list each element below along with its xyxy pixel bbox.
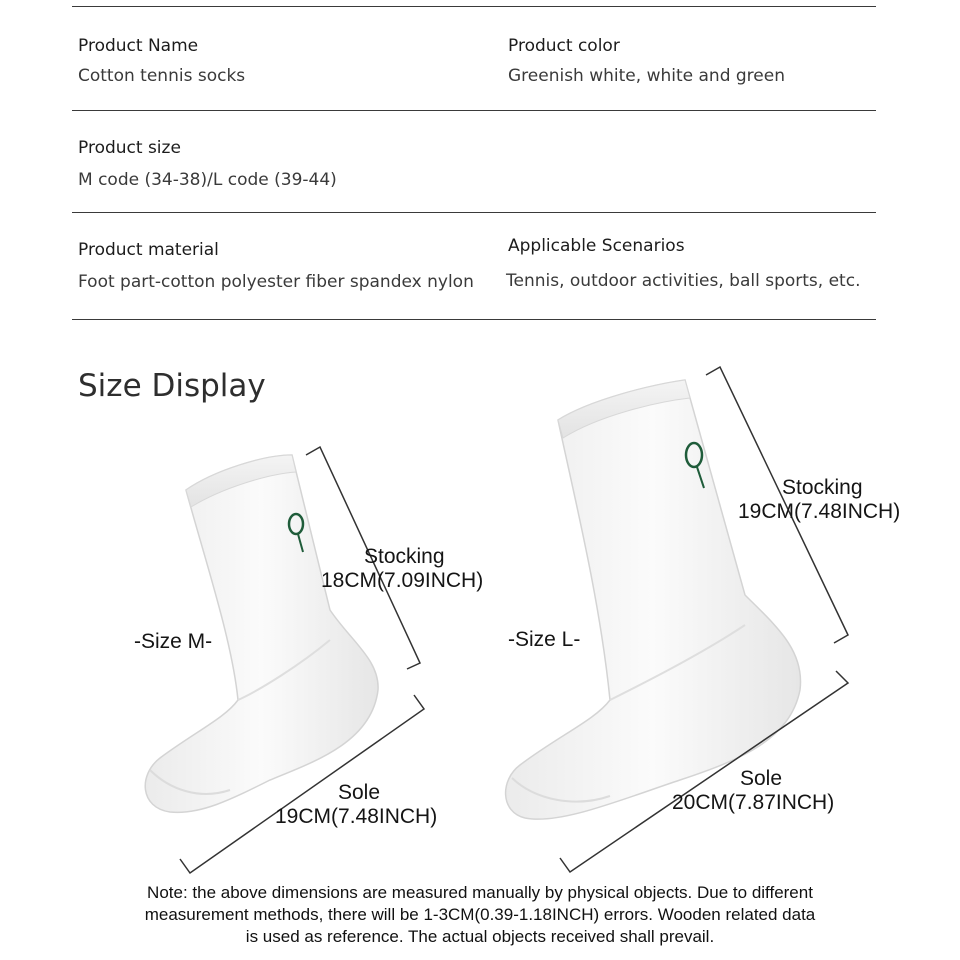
size-l-stocking-value: 19CM(7.48INCH) (738, 500, 901, 523)
size-m-sole-label: Sole (338, 781, 381, 804)
size-m-stocking-value: 18CM(7.09INCH) (321, 569, 484, 592)
size-l-sole-value: 20CM(7.87INCH) (672, 791, 835, 814)
table-top-rule (72, 6, 876, 7)
applicable-scenarios-value: Tennis, outdoor activities, ball sports, etc. (506, 271, 861, 291)
size-l-label: -Size L- (508, 628, 581, 651)
size-l-sole-label: Sole (740, 767, 783, 790)
size-l-stocking-label: Stocking (782, 476, 863, 499)
product-color-value: Greenish white, white and green (508, 66, 785, 86)
size-m-sole-value: 19CM(7.48INCH) (275, 805, 438, 828)
table-bottom-rule (72, 319, 876, 320)
table-rule-2 (72, 212, 876, 213)
product-size-value: M code (34-38)/L code (39-44) (78, 170, 337, 190)
product-name-label: Product Name (78, 36, 199, 56)
product-material-label: Product material (78, 240, 219, 260)
product-color-label: Product color (508, 36, 620, 56)
sock-l-body (506, 380, 801, 819)
applicable-scenarios-label: Applicable Scenarios (508, 236, 685, 256)
measurement-note (40, 882, 920, 948)
table-rule-1 (72, 110, 876, 111)
product-material-value: Foot part-cotton polyester fiber spandex nylon (78, 272, 474, 292)
size-m-label: -Size M- (134, 630, 213, 653)
note-line-2: measurement methods, there will be 1-3CM(0.39-1.18INCH) errors. Wooden related data (144, 905, 816, 924)
product-name-value: Cotton tennis socks (78, 66, 246, 86)
size-m-stocking-label: Stocking (364, 545, 445, 568)
note-line-3: is used as reference. The actual objects received shall prevail. (245, 927, 715, 946)
sock-size-l (506, 380, 801, 819)
note-line-1: Note: the above dimensions are measured manually by physical objects. Due to different (147, 883, 813, 902)
size-display-title: Size Display (78, 368, 266, 404)
product-size-label: Product size (78, 138, 181, 158)
size-display-illustration (0, 340, 960, 880)
